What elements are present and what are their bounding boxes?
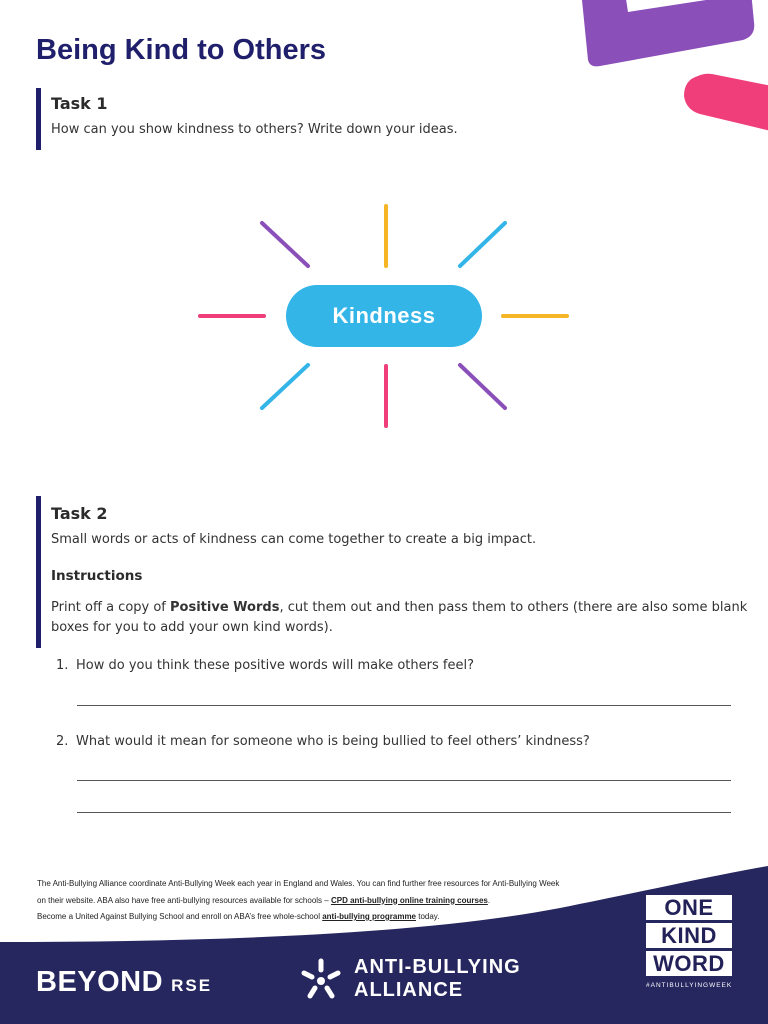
task1-text: How can you show kindness to others? Write down your ideas. <box>51 122 458 137</box>
anti-bullying-alliance-logo <box>298 956 521 1002</box>
ray-top-right <box>460 223 505 266</box>
answer-line <box>77 812 731 813</box>
task2-section <box>36 496 751 648</box>
question-number: 1. <box>56 658 69 673</box>
task1-heading: Task 1 <box>51 94 108 113</box>
question-text: How do you think these positive words will make others feel? <box>76 658 474 673</box>
instructions-after: , cut them out and then pass them to others (there are also some blank boxes for you to add your own kind words). <box>51 600 748 635</box>
anti-bullying-programme-link[interactable]: anti-bullying programme <box>322 912 417 921</box>
beyond-rse-logo <box>36 966 212 999</box>
okw-line-2: KIND <box>646 923 732 948</box>
aba-star-icon <box>298 956 344 1002</box>
footer-line-1: The Anti-Bullying Alliance coordinate Anti-Bullying Week each year in England and Wales. You can find further free resources for Anti-Bullying Week <box>37 879 560 888</box>
okw-hashtag: #ANTIBULLYINGWEEK <box>646 982 733 989</box>
positive-words-emphasis: Positive Words <box>170 600 280 615</box>
one-kind-word-logo <box>646 895 732 989</box>
footer-text: on their website. ABA also have free anti-bullying resources available for schools – <box>37 895 331 905</box>
ray-bottom-right <box>460 365 505 408</box>
cpd-training-link[interactable]: CPD anti-bullying online training courses <box>330 895 488 905</box>
footer-line-3 <box>37 909 637 926</box>
footer-text: . <box>487 895 491 905</box>
task2-heading: Task 2 <box>51 504 108 523</box>
kindness-center-label: Kindness <box>286 285 482 347</box>
footer-text: Become a United Against Bullying School and enroll on ABA’s free whole-school <box>37 912 323 921</box>
instructions-before: Print off a copy of <box>51 600 171 615</box>
instructions-heading: Instructions <box>51 568 143 584</box>
question-2 <box>56 734 590 749</box>
page-title: Being Kind to Others <box>36 34 326 66</box>
footer-line-2 <box>37 893 637 910</box>
okw-line-1: ONE <box>646 895 732 920</box>
aba-line-1: ANTI-BULLYING <box>354 956 521 978</box>
footer-text: today. <box>416 912 440 921</box>
ray-bottom-left <box>262 365 308 408</box>
purple-chevron-decoration <box>568 0 758 70</box>
ray-top-left <box>262 223 308 266</box>
beyond-logo-main: BEYOND <box>36 966 164 998</box>
aba-line-2: ALLIANCE <box>354 979 464 1001</box>
beyond-logo-sub: RSE <box>171 976 213 995</box>
question-1 <box>56 658 474 673</box>
instructions-text <box>51 598 751 638</box>
footer-note <box>37 876 637 926</box>
okw-line-3: WORD <box>646 951 732 976</box>
task2-text: Small words or acts of kindness can come together to create a big impact. <box>51 532 537 547</box>
task1-section <box>36 88 751 150</box>
question-text: What would it mean for someone who is being bullied to feel others’ kindness? <box>76 734 590 749</box>
answer-line <box>77 705 731 706</box>
question-number: 2. <box>56 734 69 749</box>
aba-logo-text <box>354 956 521 1002</box>
answer-line <box>77 780 731 781</box>
